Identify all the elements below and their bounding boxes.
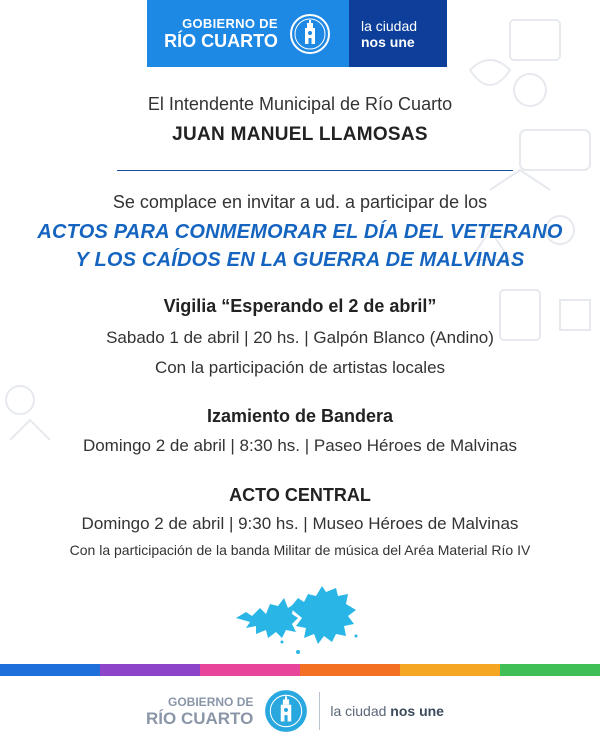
event-izamiento-title: Izamiento de Bandera xyxy=(206,406,394,426)
footer-logo-text xyxy=(146,696,253,727)
footer-separator xyxy=(319,692,320,730)
header-logo-text xyxy=(164,17,278,50)
rainbow-segment-purple xyxy=(100,664,200,676)
footer-slogan-plain: la ciudad xyxy=(330,703,391,719)
footer-logo xyxy=(146,686,444,736)
event-acto-central-details: Domingo 2 de abril | 9:30 hs. | Museo Héroes de Malvinas xyxy=(81,514,519,533)
intro-line: El Intendente Municipal de Río Cuarto xyxy=(147,94,453,114)
header-slogan-block xyxy=(349,0,447,67)
city-hall-emblem-icon xyxy=(288,12,332,56)
header-gobierno-line2: RÍO CUARTO xyxy=(164,31,278,51)
rainbow-strip xyxy=(0,664,600,676)
rainbow-segment-yellow xyxy=(400,664,500,676)
footer-gobierno-line2: RÍO CUARTO xyxy=(146,708,254,728)
acts-heading-line1: ACTOS PARA CONMEMORAR EL DÍA DEL VETERANO xyxy=(37,221,563,243)
event-vigilia-details: Sabado 1 de abril | 20 hs. | Galpón Blanco (Andino) xyxy=(106,328,494,347)
footer-gobierno-line1: GOBIERNO DE xyxy=(168,694,254,709)
rainbow-segment-orange xyxy=(300,664,400,676)
header-logo-block xyxy=(147,0,349,67)
event-vigilia-title: Vigilia “Esperando el 2 de abril” xyxy=(163,296,437,316)
footer-city-hall-emblem-icon xyxy=(263,688,309,734)
divider xyxy=(117,170,513,171)
invitation-line: Se complace en invitar a ud. a participar de los xyxy=(112,192,488,212)
header-gobierno-line1: GOBIERNO DE xyxy=(182,16,278,31)
acts-heading xyxy=(0,218,600,274)
rainbow-segment-blue xyxy=(0,664,100,676)
header-slogan-line2: nos une xyxy=(361,33,415,50)
acts-heading-line2: Y LOS CAÍDOS EN LA GUERRA DE MALVINAS xyxy=(75,249,525,271)
header-slogan-line1: la ciudad xyxy=(361,17,418,34)
event-acto-central-title: ACTO CENTRAL xyxy=(229,485,371,505)
footer-slogan xyxy=(330,703,444,719)
event-vigilia-artists: Con la participación de artistas locales xyxy=(154,358,446,377)
event-izamiento-details: Domingo 2 de abril | 8:30 hs. | Paseo Héroes de Malvinas xyxy=(82,436,518,455)
footer-slogan-bold: nos une xyxy=(390,703,444,719)
malvinas-islands-icon xyxy=(228,566,378,661)
rainbow-segment-green xyxy=(500,664,600,676)
header-banner xyxy=(147,0,447,67)
rainbow-segment-pink xyxy=(200,664,300,676)
event-acto-central-note: Con la participación de la banda Militar de música del Aréa Material Río IV xyxy=(69,542,531,558)
intendente-name: JUAN MANUEL LLAMOSAS xyxy=(172,124,428,145)
